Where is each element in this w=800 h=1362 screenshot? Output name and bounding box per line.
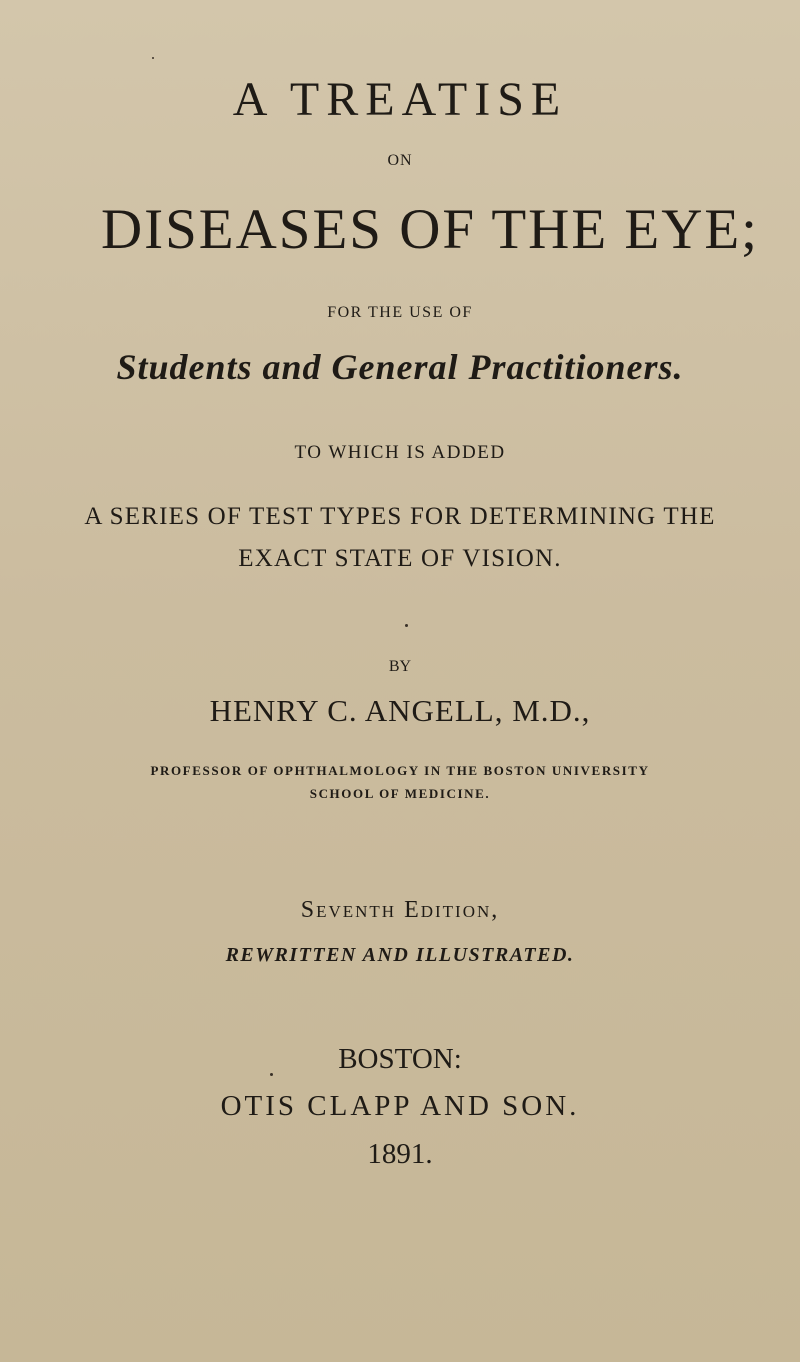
paper-speck — [152, 57, 154, 59]
addition-line-2: EXACT STATE OF VISION. — [238, 545, 562, 572]
author-position-line-1: PROFESSOR OF OPHTHALMOLOGY IN THE BOSTON UNIVERSITY — [150, 763, 650, 778]
author-by: BY — [388, 658, 412, 675]
edition-label: Seventh Edition, — [300, 897, 500, 923]
title-connector: ON — [387, 152, 413, 169]
imprint-city: BOSTON: — [338, 1043, 462, 1075]
paper-speck — [270, 1073, 273, 1076]
author-position-line-2: SCHOOL OF MEDICINE. — [309, 786, 491, 801]
audience-intro: FOR THE USE OF — [327, 304, 473, 321]
author-name: HENRY C. ANGELL, M.D., — [209, 693, 591, 728]
book-title: A TREATISE — [232, 73, 568, 126]
paper-speck — [405, 624, 408, 627]
audience-readers: Students and General Practitioners. — [116, 347, 684, 387]
addition-line-1: A SERIES OF TEST TYPES FOR DETERMINING THE — [84, 503, 716, 530]
book-subject: DISEASES OF THE EYE; — [100, 198, 760, 261]
edition-note: REWRITTEN AND ILLUSTRATED. — [225, 944, 575, 966]
imprint-publisher: OTIS CLAPP AND SON. — [220, 1090, 580, 1122]
addition-intro: TO WHICH IS ADDED — [294, 442, 506, 463]
imprint-year: 1891. — [367, 1138, 433, 1170]
